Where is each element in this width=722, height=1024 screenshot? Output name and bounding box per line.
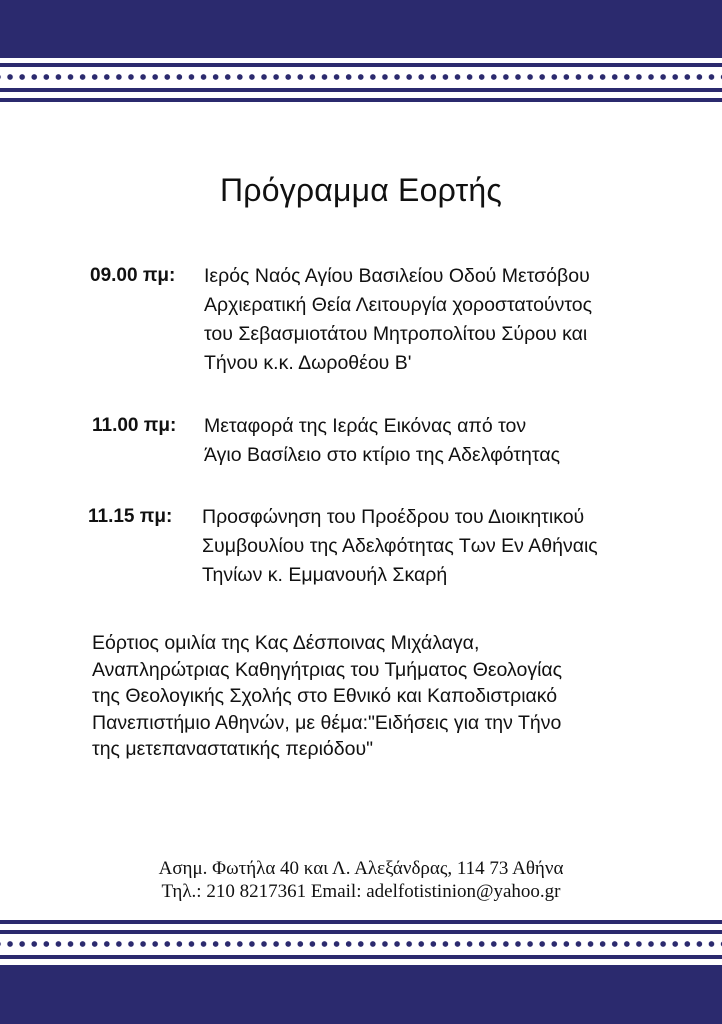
lecture-line: Αναπληρώτριας Καθηγήτριας του Τμήματος Θεολογίας xyxy=(92,658,563,681)
top-border-line-2 xyxy=(0,88,722,92)
bottom-border-dots xyxy=(0,940,722,948)
lecture-line: της Θεολογικής Σχολής στο Εθνικό και Καποδιστριακό xyxy=(92,685,558,707)
top-border-band xyxy=(0,0,722,58)
lecture-line: της μετεπαναστατικής περιόδου" xyxy=(92,738,374,760)
footer-phone-email: Τηλ.: 210 8217361 Email: adelfotistinion@yahoo.gr xyxy=(161,881,561,902)
schedule-time-2: 11.00 πμ: xyxy=(92,415,177,436)
schedule-desc-line: Προσφώνηση του Προέδρου του Διοικητικού xyxy=(202,506,585,528)
footer-contact xyxy=(0,857,722,903)
footer-address: Ασημ. Φωτήλα 40 και Λ. Αλεξάνδρας, 114 73 Αθήνα xyxy=(158,858,564,879)
schedule-desc-1 xyxy=(204,262,632,378)
top-border-dots xyxy=(0,73,722,81)
schedule-time-3: 11.15 πμ: xyxy=(88,506,173,527)
bottom-border-line-3 xyxy=(0,955,722,959)
schedule-desc-line: Αρχιερατική Θεία Λειτουργία χοροστατούντος xyxy=(204,294,593,316)
schedule-desc-line: Ιερός Ναός Αγίου Βασιλείου Οδού Μετσόβου xyxy=(204,265,590,287)
lecture-line: Πανεπιστήμιο Αθηνών, με θέμα:"Ειδήσεις για την Τήνο xyxy=(92,711,562,734)
lecture-paragraph xyxy=(92,630,630,763)
schedule-desc-line: Άγιο Βασίλειο στο κτίριο της Αδελφότητας xyxy=(204,444,560,466)
top-border-line-3 xyxy=(0,98,722,102)
bottom-border-band xyxy=(0,965,722,1024)
bottom-border-line xyxy=(0,920,722,924)
schedule-desc-line: Συμβουλίου της Αδελφότητας Των Εν Αθήναις xyxy=(202,535,598,557)
schedule-desc-line: Τήνου κ.κ. Δωροθέου Β' xyxy=(204,352,412,374)
schedule-desc-3 xyxy=(202,503,632,590)
bottom-border-line-2 xyxy=(0,930,722,934)
page-title: Πρόγραμμα Εορτής xyxy=(219,172,503,208)
schedule-desc-2 xyxy=(204,412,632,470)
top-border-line xyxy=(0,63,722,67)
schedule-desc-line: Μεταφορά της Ιεράς Εικόνας από τον xyxy=(204,415,527,437)
schedule-time-1: 09.00 πμ: xyxy=(90,265,176,286)
schedule-desc-line: Τηνίων κ. Εμμανουήλ Σκαρή xyxy=(202,564,448,586)
lecture-line: Εόρτιος ομιλία της Κας Δέσποινας Μιχάλαγα, xyxy=(92,632,480,654)
schedule-desc-line: του Σεβασμιοτάτου Μητροπολίτου Σύρου και xyxy=(204,323,588,345)
